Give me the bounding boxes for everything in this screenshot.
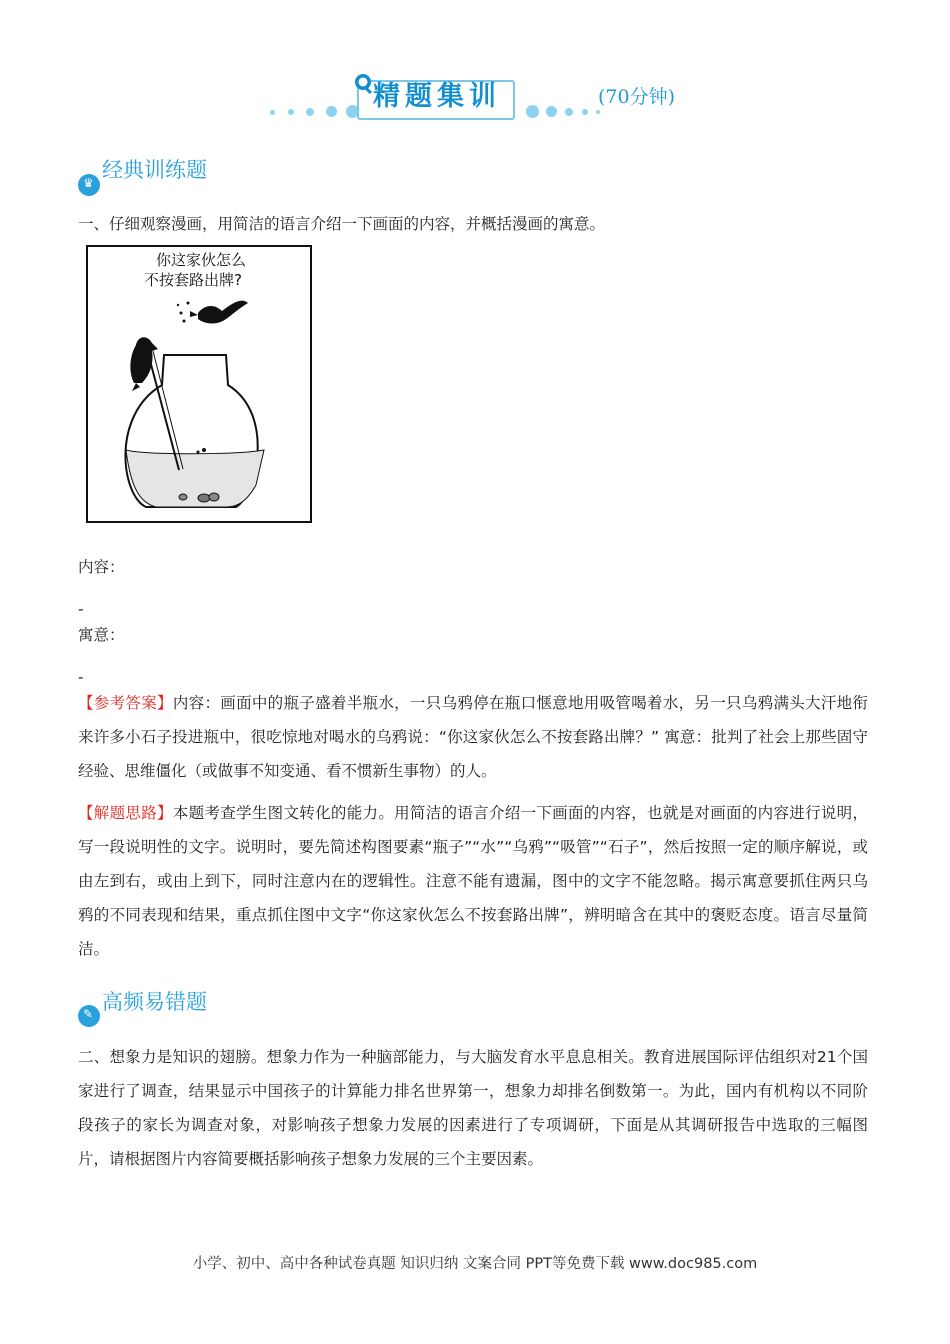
- magnifier-icon: [353, 72, 375, 94]
- cartoon-speech-line1: 你这家伙怎么: [156, 251, 247, 269]
- cartoon-image: [86, 245, 312, 523]
- trophy-icon: ♛: [78, 174, 100, 196]
- answer-tag: 【参考答案】: [78, 694, 173, 712]
- answer-blank-2: -: [78, 668, 84, 686]
- answer-text: 内容：画面中的瓶子盛着半瓶水，一只乌鸦停在瓶口惬意地用吸管喝着水，另一只乌鸦满头大汗地衔来许多小石子投进瓶中，很吃惊地对喝水的乌鸦说：“你这家伙怎么不按套路出牌？” 寓意：批判了社会上那些固守经验、思维僵化（或做事不知变通、看不惯新生事物）的人。: [78, 694, 868, 780]
- section1-title: 经典训练题: [102, 158, 207, 182]
- label-meaning: 寓意：: [78, 626, 125, 644]
- question-2: 二、想象力是知识的翅膀。想象力作为一种脑部能力，与大脑发育水平息息相关。教育进展国际评估组织对21个国家进行了调查，结果显示中国孩子的计算能力排名世界第一，想象力却排名倒数第一。为此，国内有机构以不同阶段孩子的家长为调查对象，对影响孩子想象力发展的因素进行了专项调研，下面是从其调研报告中选取的三幅图片，请根据图片内容简要概括影响孩子想象力发展的三个主要因素。: [78, 1048, 868, 1168]
- reference-answer: [78, 686, 868, 788]
- analysis-text: 本题考查学生图文转化的能力。用简洁的语言介绍一下画面的内容，也就是对画面的内容进行说明，写一段说明性的文字。说明时，要先简述构图要素“瓶子”“水”“乌鸦”“吸管”“石子”，然后按照一定的顺序解说，或由左到右，或由上到下，同时注意内在的逻辑性。注意不能有遗漏，图中的文字不能忽略。揭示寓意要抓住两只乌鸦的不同表现和结果，重点抓住图中文字“你这家伙怎么不按套路出牌”，辨明暗含在其中的褒贬态度。语言尽量简洁。: [78, 804, 868, 958]
- question-1: 一、仔细观察漫画，用简洁的语言介绍一下画面的内容，并概括漫画的寓意。: [78, 215, 606, 233]
- banner-dots-left: [270, 105, 360, 121]
- pencil-icon: ✎: [78, 1005, 100, 1027]
- footer: 小学、初中、高中各种试卷真题 知识归纳 文案合同 PPT等免费下载 www.doc985.com: [192, 1256, 758, 1272]
- answer-blank-1: -: [78, 600, 84, 618]
- analysis: [78, 796, 868, 966]
- label-content: 内容：: [78, 558, 125, 576]
- banner-title: [355, 66, 515, 118]
- banner-dots-right: [520, 105, 600, 121]
- cartoon-speech-line2: 不按套路出牌?: [144, 271, 242, 289]
- section2-title: 高频易错题: [102, 990, 207, 1014]
- analysis-tag: 【解题思路】: [78, 804, 173, 822]
- banner-time: (70分钟): [598, 86, 676, 108]
- banner-title-text: 精题集训: [373, 81, 501, 112]
